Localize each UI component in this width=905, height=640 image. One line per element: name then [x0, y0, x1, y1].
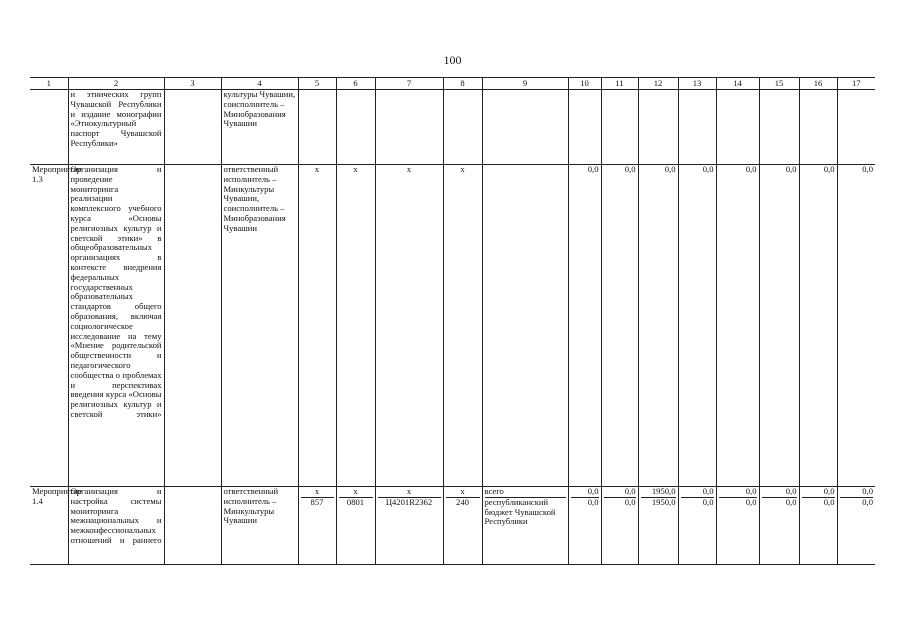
value-cell: [837, 487, 875, 565]
cell: x: [443, 165, 482, 487]
event-code-cell: Мероприятие 1.4: [30, 487, 68, 565]
cell: [336, 487, 375, 565]
subrow-all-value: 0,0: [719, 487, 757, 498]
cell: x: [375, 165, 443, 487]
col-header: 17: [837, 78, 875, 90]
value-cell: [799, 487, 837, 565]
value-cell: 0,0: [837, 165, 875, 487]
cell: [30, 90, 68, 165]
col-header: 2: [68, 78, 164, 90]
col-header: 9: [482, 78, 568, 90]
cell: [482, 90, 568, 165]
subrow-all-value: 1950,0: [641, 487, 676, 498]
table-row: [30, 487, 875, 565]
cell: [759, 90, 799, 165]
value-cell: [678, 487, 716, 565]
col-header: 8: [443, 78, 482, 90]
subrow-budget-value: 1950,0: [651, 496, 676, 507]
subrow-all-value: x: [339, 487, 373, 498]
cell: [375, 487, 443, 565]
col-header: 13: [678, 78, 716, 90]
cell: [298, 487, 336, 565]
subrow-all-value: 0,0: [840, 487, 874, 498]
value-cell: [759, 487, 799, 565]
col-header: 1: [30, 78, 68, 90]
subrow-budget-value: 0,0: [624, 496, 636, 507]
col-header: 5: [298, 78, 336, 90]
value-cell: 0,0: [759, 165, 799, 487]
cell: [164, 165, 221, 487]
col-header: 11: [601, 78, 638, 90]
col-header: 16: [799, 78, 837, 90]
col-header: 6: [336, 78, 375, 90]
subrow-budget-label: республиканский бюджет Чувашской Республики: [484, 496, 556, 527]
col-header: 4: [221, 78, 298, 90]
description-cell: и этнических групп Чувашской Республики и издание монографии «Этнокультурный паспорт Чувашской Республики»: [68, 90, 164, 165]
subrow-budget-value: 0,0: [785, 496, 797, 507]
cell: [164, 487, 221, 565]
value-cell: [716, 487, 759, 565]
cell: [678, 90, 716, 165]
subrow-all-value: 0,0: [571, 487, 599, 498]
cell: [443, 90, 482, 165]
program-table: [30, 77, 875, 565]
subrow-budget-value: 0,0: [745, 496, 757, 507]
value-cell: 0,0: [568, 165, 601, 487]
cell: [837, 90, 875, 165]
cell: [482, 487, 568, 565]
subrow-all-value: 0,0: [802, 487, 835, 498]
table-row: [30, 90, 875, 165]
description-cell: Организация и настройка системы мониторинга межнациональных и межконфессиональных отношений и раннего: [68, 487, 164, 565]
subrow-budget-value: 857: [310, 496, 324, 507]
cell: [443, 487, 482, 565]
subrow-budget-value: Ц4201R2362: [385, 496, 433, 507]
cell: [164, 90, 221, 165]
value-cell: [601, 487, 638, 565]
col-header: 14: [716, 78, 759, 90]
executor-cell: культуры Чувашии, соисполнитель – Минобразования Чувашии: [221, 90, 298, 165]
cell: [336, 90, 375, 165]
subrow-budget-value: 0801: [346, 496, 365, 507]
cell: [375, 90, 443, 165]
subrow-all-value: x: [378, 487, 441, 498]
col-header: 15: [759, 78, 799, 90]
subrow-budget-value: 0,0: [862, 496, 873, 507]
value-cell: 0,0: [638, 165, 678, 487]
cell: [716, 90, 759, 165]
cell: [799, 90, 837, 165]
col-header: 3: [164, 78, 221, 90]
cell: x: [336, 165, 375, 487]
header-row: [30, 78, 875, 90]
subrow-all-value: 0,0: [604, 487, 636, 498]
executor-cell: ответственный исполнитель – Минкультуры Чувашии, соисполнитель – Минобразования Чувашии: [221, 165, 298, 487]
value-cell: 0,0: [601, 165, 638, 487]
value-cell: [638, 487, 678, 565]
subrow-budget-value: 0,0: [823, 496, 835, 507]
cell: [601, 90, 638, 165]
subrow-budget-value: 0,0: [702, 496, 714, 507]
description-cell: Организация и проведение мониторинга реализации комплексного учебного курса «Основы религиозных культур и светской этики» в общеобразовательных организациях в контексте внедрения федеральных государственных образовательных стандартов общего образования, включая социологическое исследование на тему «Мнение родительской общественности и педагогического сообщества о проблемах и перспективах введения курса «Основы религиозных культур и светской этики»: [68, 165, 164, 487]
subrow-all-value: x: [301, 487, 334, 498]
event-code-cell: Мероприятие 1.3: [30, 165, 68, 487]
table-row: [30, 165, 875, 487]
subrow-all-value: 0,0: [762, 487, 797, 498]
subrow-all-value: 0,0: [681, 487, 714, 498]
subrow-budget-value: 0,0: [587, 496, 599, 507]
cell: [568, 90, 601, 165]
cell: [298, 90, 336, 165]
col-header: 12: [638, 78, 678, 90]
cell: x: [298, 165, 336, 487]
subrow-all-label: всего: [485, 487, 566, 498]
value-cell: 0,0: [716, 165, 759, 487]
value-cell: 0,0: [799, 165, 837, 487]
cell: [482, 165, 568, 487]
subrow-budget-value: 240: [456, 496, 469, 507]
page-number: 100: [443, 53, 462, 67]
cell: [638, 90, 678, 165]
col-header: 7: [375, 78, 443, 90]
executor-cell: ответственный исполнитель – Минкультуры Чувашии: [221, 487, 298, 565]
col-header: 10: [568, 78, 601, 90]
value-cell: [568, 487, 601, 565]
subrow-all-value: x: [446, 487, 480, 498]
value-cell: 0,0: [678, 165, 716, 487]
